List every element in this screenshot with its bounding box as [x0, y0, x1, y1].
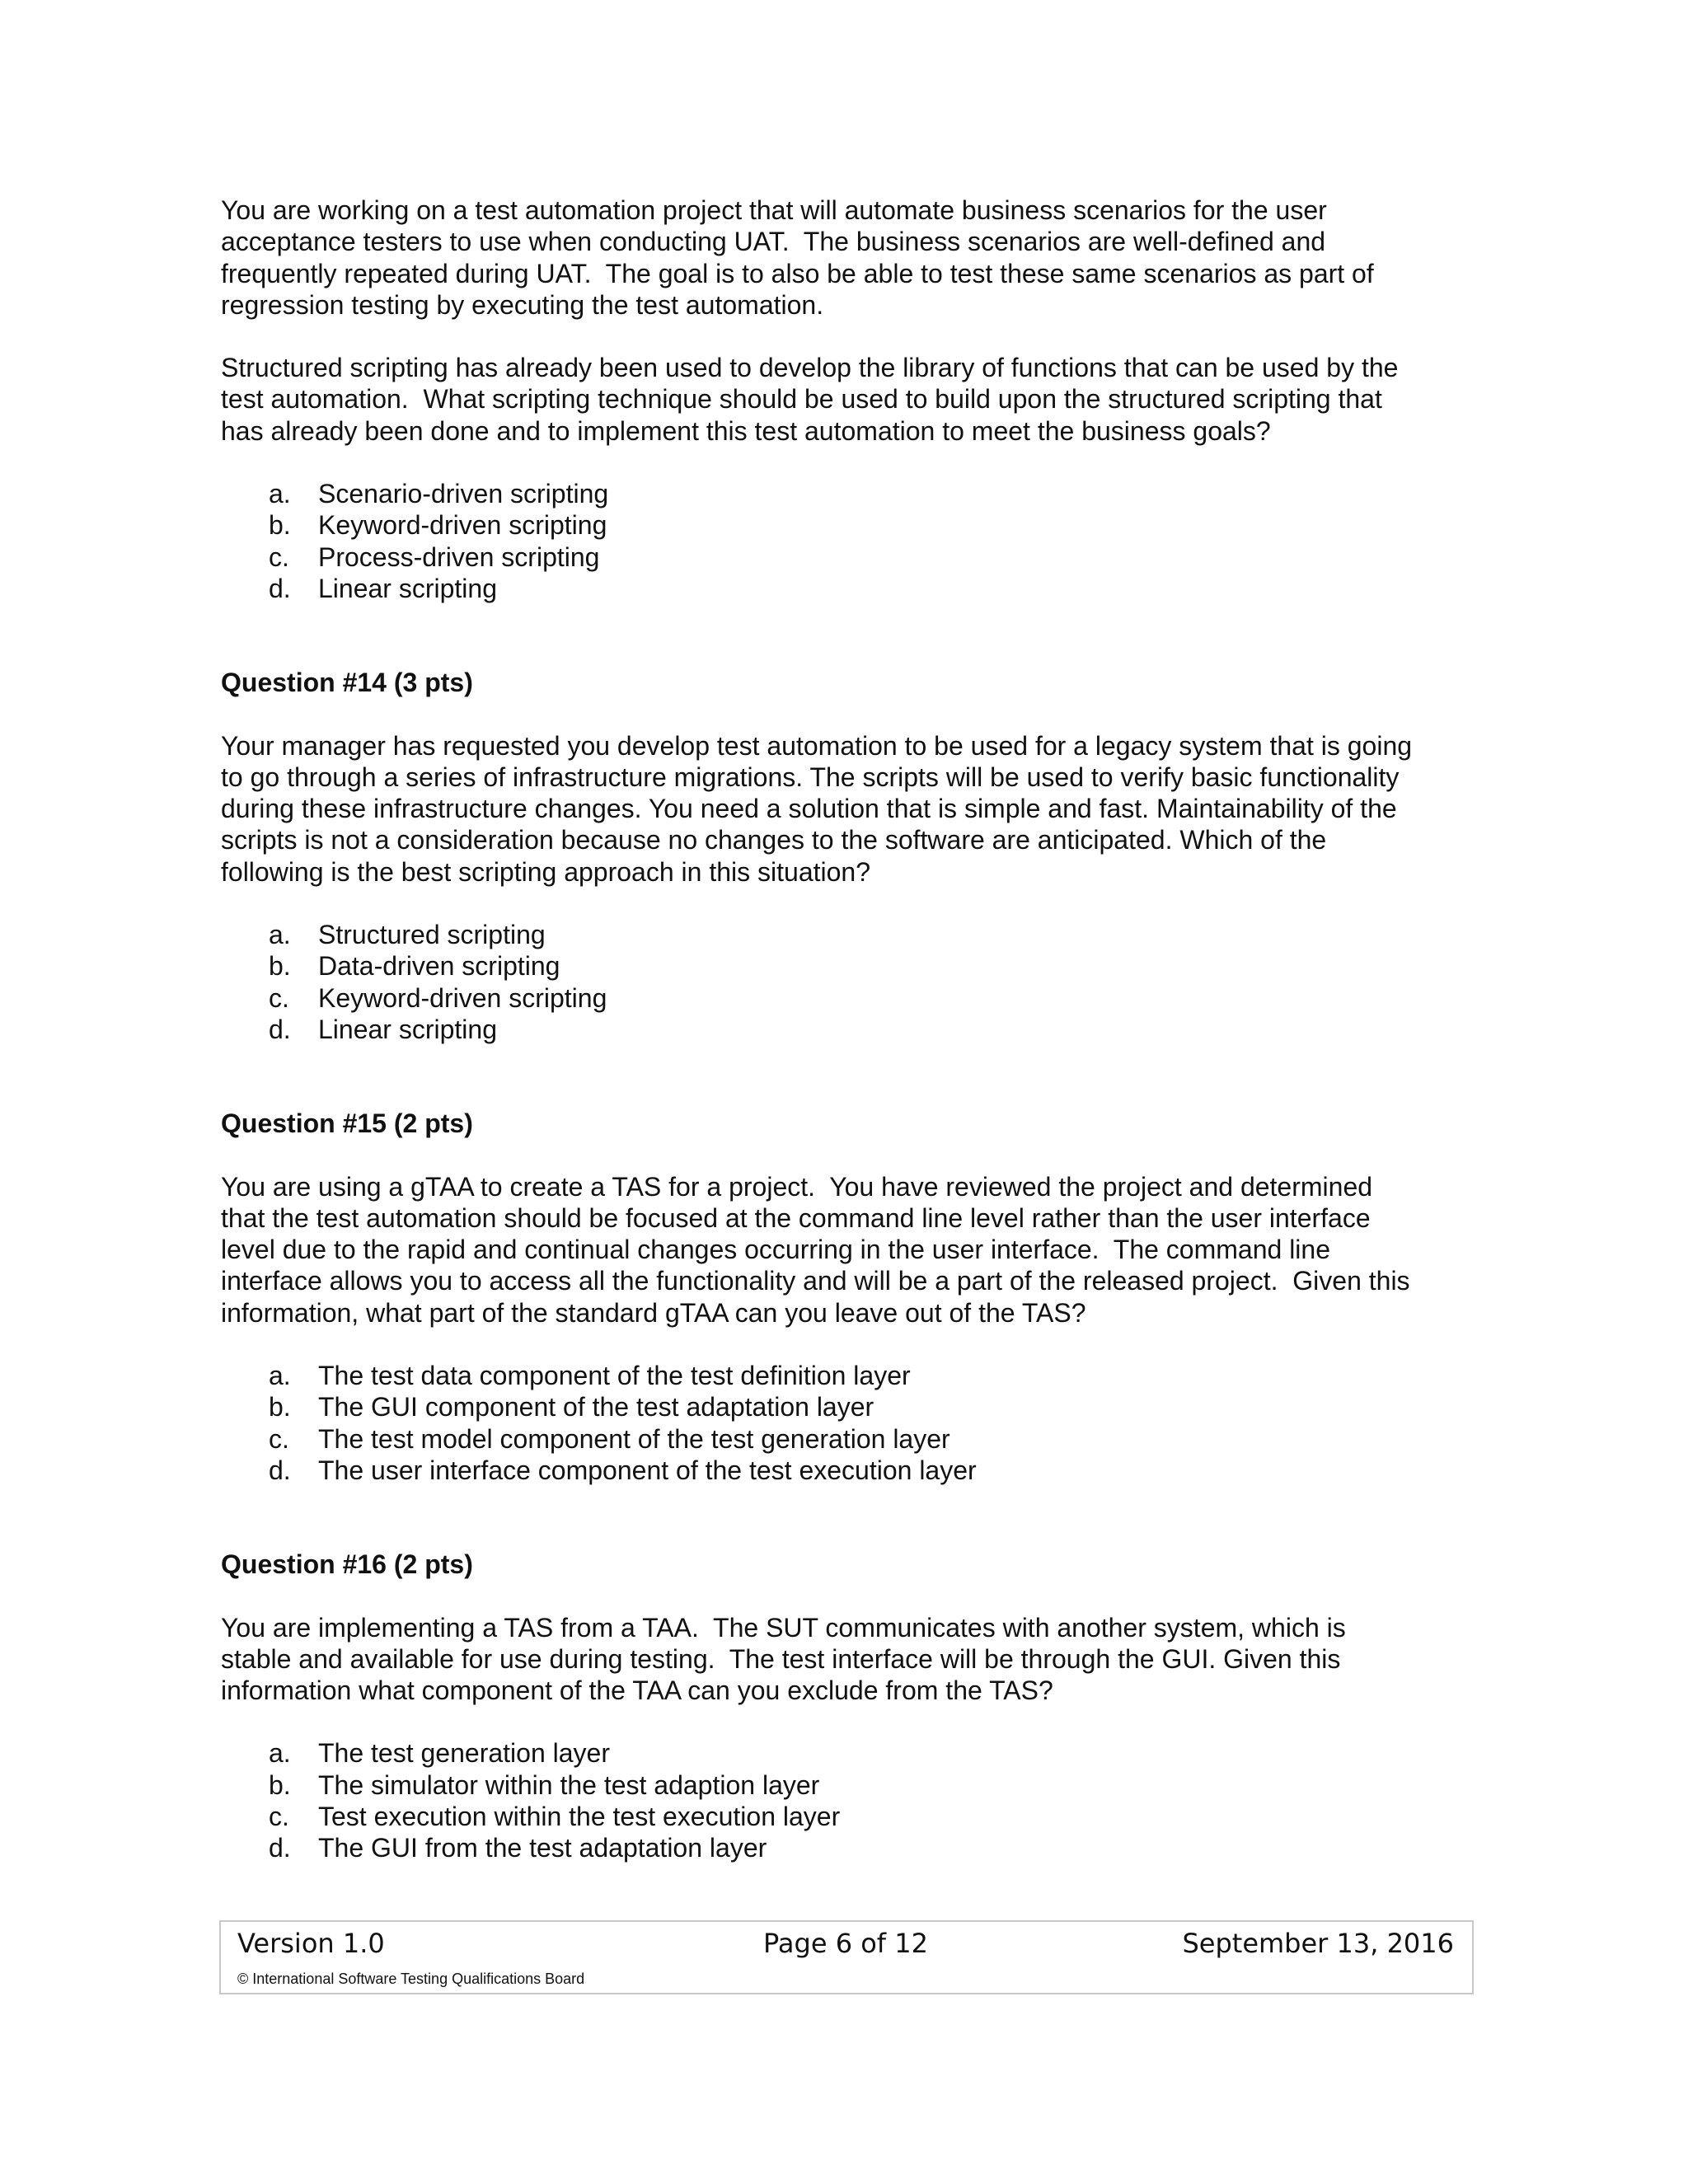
page-number: Page 6 of 12 — [763, 1928, 928, 1959]
answer-option — [221, 541, 1482, 573]
answer-option — [221, 509, 1482, 541]
question-15-body: You are using a gTAA to create a TAS for a project. You have reviewed the project and determined that the test automation should be focused at the command line level rather than the user interface level due to the rapid and continual changes occurring in the user interface. The command line interface allows you to access all the functionality and will be a part of the released project. Given this information, what part of the standard gTAA can you leave out of the TAS? — [221, 1171, 1410, 1328]
option-text: Test execution within the test execution layer — [318, 1801, 841, 1831]
option-text: The test generation layer — [318, 1738, 610, 1769]
option-letter: b. — [269, 510, 291, 541]
option-letter: b. — [269, 1769, 291, 1800]
answer-option — [221, 1423, 1482, 1455]
option-text: Keyword-driven scripting — [318, 510, 607, 541]
option-text: Linear scripting — [318, 573, 497, 603]
option-letter: d. — [269, 1455, 291, 1485]
option-letter: c. — [269, 1423, 289, 1454]
option-letter: a. — [269, 1738, 291, 1769]
question-15-options — [221, 1360, 1482, 1486]
option-letter: c. — [269, 982, 289, 1013]
answer-option — [221, 1455, 1482, 1486]
question-13-scenario: You are working on a test automation project that will automate business scenarios for the user acceptance testers to use when conducting UAT. The business scenarios are well-defined and frequently repeated during UAT. The goal is to also be able to test these same scenarios as part of regression testing by executing the test automation. — [221, 195, 1374, 320]
option-letter: c. — [269, 541, 289, 572]
option-letter: d. — [269, 1833, 291, 1863]
option-text: The GUI component of the test adaptation layer — [318, 1392, 874, 1422]
version-label: Version 1.0 — [237, 1928, 385, 1959]
answer-option — [221, 950, 1482, 982]
option-text: Linear scripting — [318, 1014, 497, 1044]
option-letter: d. — [269, 1014, 291, 1044]
question-15 — [221, 1108, 1482, 1486]
answer-option — [221, 1737, 1482, 1769]
option-text: The GUI from the test adaptation layer — [318, 1833, 767, 1863]
document-page — [221, 194, 1482, 1864]
question-14-body: Your manager has requested you develop test automation to be used for a legacy system that is going to go through a series of infrastructure migrations. The scripts will be used to verify basic functionality during these infrastructure changes. You need a solution that is simple and fast. Maintainability of the scripts is not a consideration because no changes to the software are anticipated. Which of the following is the best scripting approach in this situation? — [221, 730, 1413, 887]
answer-option — [221, 478, 1482, 509]
question-16-options — [221, 1737, 1482, 1863]
question-16-heading: Question #16 (2 pts) — [221, 1549, 473, 1580]
option-letter: a. — [269, 479, 291, 509]
option-text: Process-driven scripting — [318, 541, 600, 572]
option-letter: d. — [269, 573, 291, 603]
option-text: The user interface component of the test execution layer — [318, 1455, 977, 1485]
option-letter: c. — [269, 1801, 289, 1831]
answer-option — [221, 573, 1482, 604]
answer-option — [221, 919, 1482, 950]
answer-option — [221, 1832, 1482, 1863]
option-text: Data-driven scripting — [318, 951, 560, 982]
option-text: Structured scripting — [318, 920, 546, 950]
copyright-notice: © International Software Testing Qualifications Board — [237, 1971, 585, 1987]
option-letter: b. — [269, 1392, 291, 1422]
answer-option — [221, 1391, 1482, 1422]
question-14-heading: Question #14 (3 pts) — [221, 668, 473, 698]
option-letter: a. — [269, 920, 291, 950]
option-text: The test model component of the test generation layer — [318, 1423, 950, 1454]
option-text: Scenario-driven scripting — [318, 479, 609, 509]
answer-option — [221, 1360, 1482, 1391]
question-16-body: You are implementing a TAS from a TAA. The SUT communicates with another system, which is stable and available for use during testing. The test interface will be through the GUI. Given this information what component of the TAA can you exclude from the TAS? — [221, 1612, 1346, 1706]
option-letter: b. — [269, 951, 291, 982]
question-13-prompt: Structured scripting has already been used to develop the library of functions that can be used by the test automation. What scripting technique should be used to build upon the structured scripting that has already been done and to implement this test automation to meet the business goals? — [221, 353, 1399, 446]
question-16 — [221, 1549, 1482, 1863]
answer-option — [221, 1014, 1482, 1045]
document-date: September 13, 2016 — [1182, 1928, 1454, 1959]
option-text: The simulator within the test adaption layer — [318, 1769, 820, 1800]
answer-option — [221, 982, 1482, 1014]
footer-info-row — [237, 1927, 1454, 1960]
page-footer — [219, 1920, 1474, 1994]
answer-option — [221, 1769, 1482, 1801]
question-13-options — [221, 478, 1482, 604]
question-14-options — [221, 919, 1482, 1045]
option-text: Keyword-driven scripting — [318, 982, 607, 1013]
option-text: The test data component of the test definition layer — [318, 1361, 911, 1391]
question-15-heading: Question #15 (2 pts) — [221, 1108, 473, 1139]
option-letter: a. — [269, 1361, 291, 1391]
question-13-continued — [221, 194, 1482, 604]
answer-option — [221, 1801, 1482, 1832]
question-14 — [221, 667, 1482, 1045]
